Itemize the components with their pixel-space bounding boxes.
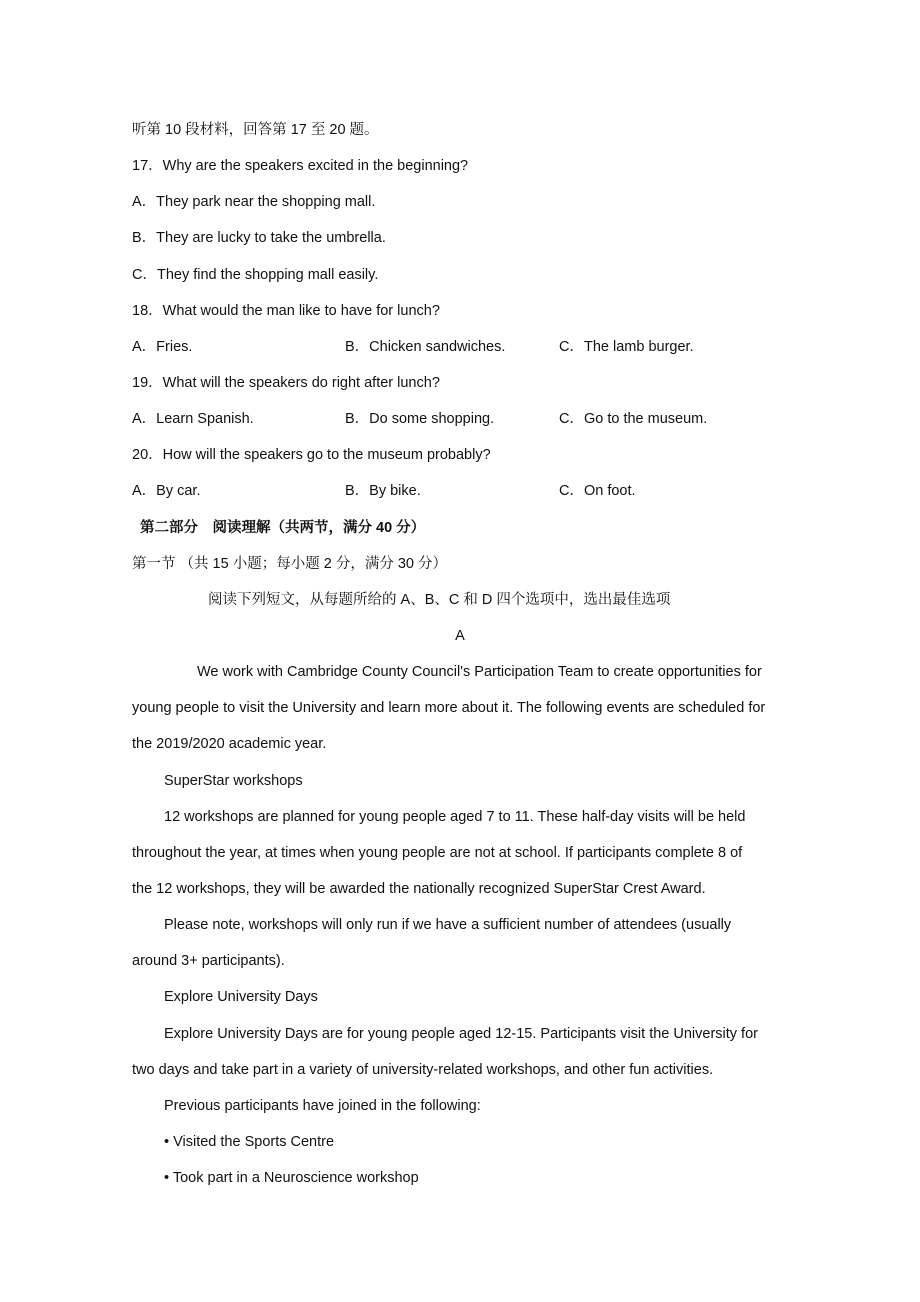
question-20: 20．How will the speakers go to the museum probably? — [132, 447, 491, 464]
option: A．By car. — [132, 483, 201, 500]
option: B．Do some shopping. — [345, 411, 495, 428]
paragraph-line: the 12 workshops, they will be awarded the nationally recognized SuperStar Crest Award. — [132, 880, 706, 897]
option: C．Go to the museum. — [559, 411, 708, 428]
options-row — [0, 473, 920, 509]
options-row — [0, 401, 920, 437]
paragraph-line: around 3+ participants). — [132, 953, 285, 970]
subheading-superstar: SuperStar workshops — [164, 772, 303, 789]
instruction: 阅读下列短文，从每题所给的 A、B、C 和 D 四个选项中，选出最佳选项 — [208, 591, 671, 608]
option: C．The lamb burger. — [559, 338, 694, 355]
bullet-item: • Visited the Sports Centre — [164, 1133, 335, 1150]
paragraph-line: young people to visit the University and learn more about it. The following events are scheduled for — [132, 700, 766, 717]
paragraph-line: 12 workshops are planned for young people aged 7 to 11. These half-day visits will be held — [164, 808, 746, 825]
paragraph-line: We work with Cambridge County Council's Participation Team to create opportunities for — [197, 664, 762, 681]
paragraph-line: the 2019/2020 academic year. — [132, 736, 327, 753]
document-page — [0, 112, 920, 1196]
option: B．They are lucky to take the umbrella. — [132, 230, 386, 247]
option: B．By bike. — [345, 483, 421, 500]
part2-title: 第二部分 阅读理解（共两节，满分 40 分） — [140, 519, 426, 536]
paragraph-line: Explore University Days are for young people aged 12-15. Participants visit the University for — [164, 1025, 758, 1042]
options-row — [0, 329, 920, 365]
question-19: 19．What will the speakers do right after lunch? — [132, 374, 440, 391]
option: A．Fries. — [132, 338, 193, 355]
passage-label: A — [455, 627, 465, 644]
option: C．On foot. — [559, 483, 636, 500]
option: A．Learn Spanish. — [132, 411, 254, 428]
question-18: 18．What would the man like to have for lunch? — [132, 302, 440, 319]
paragraph-line: Please note, workshops will only run if we have a sufficient number of attendees (usually — [164, 917, 732, 934]
option: A．They park near the shopping mall. — [132, 194, 376, 211]
listening-intro: 听第 10 段材料，回答第 17 至 20 题。 — [132, 122, 379, 138]
section1-title: 第一节 （共 15 小题；每小题 2 分，满分 30 分） — [132, 555, 448, 572]
subheading-explore: Explore University Days — [164, 989, 318, 1006]
question-17: 17．Why are the speakers excited in the beginning? — [132, 158, 469, 175]
paragraph-line: Previous participants have joined in the following: — [164, 1097, 481, 1114]
option: C．They find the shopping mall easily. — [132, 266, 379, 283]
paragraph-line: two days and take part in a variety of university-related workshops, and other fun activities. — [132, 1061, 714, 1078]
bullet-item: • Took part in a Neuroscience workshop — [164, 1170, 419, 1187]
paragraph-line: throughout the year, at times when young people are not at school. If participants complete 8 of — [132, 844, 743, 861]
option: B．Chicken sandwiches. — [345, 338, 506, 355]
